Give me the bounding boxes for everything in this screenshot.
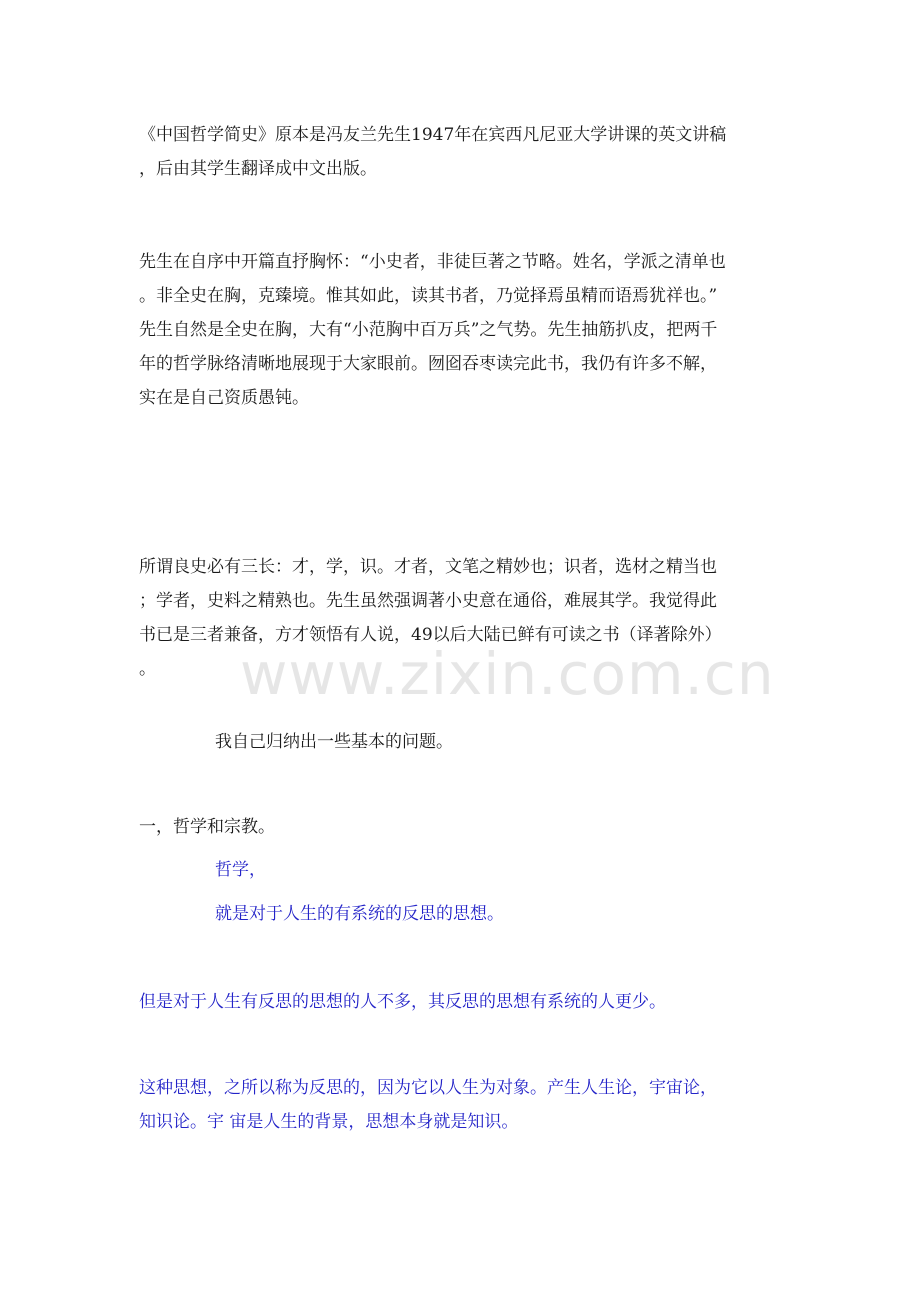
text-line: ；学者，史料之精熟也。先生虽然强调著小史意在通俗，难展其学。我觉得此 [139, 591, 717, 611]
text-line: 所谓良史必有三长：才，学，识。才者，文笔之精妙也；识者，选材之精当也 [139, 557, 717, 577]
text-line: 就是对于人生的有系统的反思的思想。 [215, 904, 504, 924]
text-line: 实在是自己资质愚钝。 [139, 388, 309, 408]
text-line: 但是对于人生有反思的思想的人不多，其反思的思想有系统的人更少。 [139, 992, 666, 1012]
text-line: ，后由其学生翻译成中文出版。 [139, 159, 377, 179]
text-line: 。 [139, 659, 156, 679]
paragraph-reflection-few [139, 985, 789, 1019]
paragraph-philosophy-definition [139, 897, 789, 931]
section-heading-philosophy-religion [139, 810, 789, 844]
paragraph-preface-quote [139, 245, 789, 415]
paragraph-summary [139, 725, 789, 759]
text-line: 《中国哲学简史》原本是冯友兰先生1947年在宾西凡尼亚大学讲课的英文讲稿 [139, 125, 727, 145]
paragraph-philosophy-term [139, 853, 789, 887]
text-line: 这种思想，之所以称为反思的，因为它以人生为对象。产生人生论，宇宙论， [139, 1078, 717, 1098]
text-line: 年的哲学脉络清晰地展现于大家眼前。囫囵吞枣读完此书，我仍有许多不解， [139, 354, 717, 374]
text-line: 我自己归纳出一些基本的问题。 [215, 732, 453, 752]
text-line: 一，哲学和宗教。 [139, 817, 275, 837]
text-line: 。非全史在胸，克臻境。惟其如此，读其书者，乃觉择焉虽精而语焉犹祥也。” [139, 286, 718, 306]
paragraph-reflective-thought [139, 1071, 789, 1139]
watermark: www.zixin.com.cn [240, 640, 775, 708]
text-line: 知识论。宇 宙是人生的背景，思想本身就是知识。 [139, 1112, 519, 1132]
text-line: 书已是三者兼备，方才领悟有人说，49以后大陆已鲜有可读之书（译著除外） [139, 625, 722, 645]
paragraph-intro [139, 118, 789, 186]
text-line: 先生在自序中开篇直抒胸怀：“小史者，非徒巨著之节略。姓名，学派之清单也 [139, 252, 726, 272]
text-line: 先生自然是全史在胸，大有“小范胸中百万兵”之气势。先生抽筋扒皮，把两千 [139, 320, 718, 340]
text-line: 哲学， [215, 860, 266, 880]
